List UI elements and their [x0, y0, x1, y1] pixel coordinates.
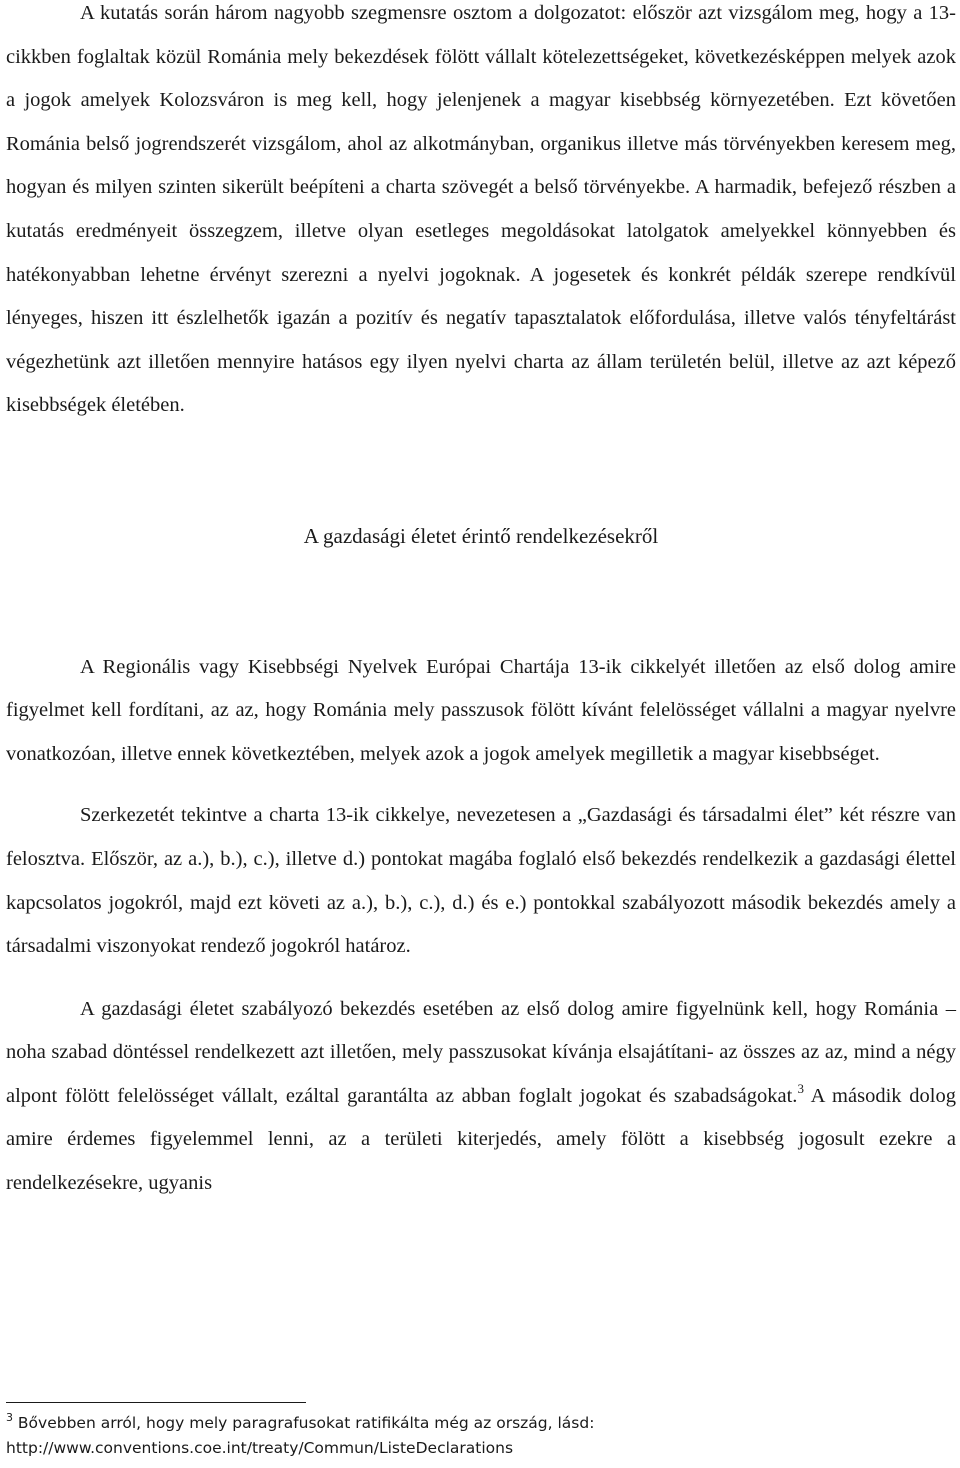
body-paragraph-structure: Szerkezetét tekintve a charta 13-ik cikkelye, nevezetesen a „Gazdasági és társadalmi élet” két részre van felosztva. Először, az a.), b.), c.), illetve d.) pontokat magába foglaló első bekezdés rendelkezik a gazdasági élettel kapcsolatos jogokról, majd ezt követi az a.), b.), c.), d.) és e.) pontokkal szabályozott második bekezdés amely a társadalmi viszonyokat rendező jogokról határoz. — [6, 804, 956, 958]
spacer — [6, 559, 956, 646]
footnote-link[interactable]: http://www.conventions.coe.int/treaty/Commun/ListeDeclarations — [6, 1439, 514, 1457]
body-paragraph-economic — [6, 988, 956, 1206]
intro-paragraph: A kutatás során három nagyobb szegmensre osztom a dolgozatot: először azt vizsgálom meg, hogy a 13-cikkben foglaltak közül Románia mely bekezdések fölött vállalt kötelezettségeket, következésképpen melyek azok a jogok amelyek Kolozsváron is meg kell, hogy jelenjenek a magyar kisebbség környezetében. Ezt követően Románia belső jogrendszerét vizsgálom, ahol az alkotmányban, organikus illetve más törvényekben keresem meg, hogyan és milyen szinten sikerült beépíteni a charta szövegét a belső törvényekbe. A harmadik, befejező részben a kutatás eredményeit összegzem, illetve olyan esetleges megoldásokat latolgatok amelyekkel könnyebben és hatékonyabban lehetne érvényt szerezni a nyelvi jogoknak. A jogesetek és konkrét példák szerepe rendkívül lényeges, hiszen itt észlelhetők igazán a pozitív és negatív tapasztalatok előfordulása, illetve valós tényfeltárást végezhetünk azt illetően mennyire hatásos egy ilyen nyelvi charta az állam területén belül, illetve az azt képező kisebbségek életében. — [6, 2, 956, 417]
document-page — [6, 0, 956, 1206]
section-heading: A gazdasági életet érintő rendelkezésekről — [303, 523, 659, 548]
spacer — [6, 776, 956, 794]
body-paragraph-charter: A Regionális vagy Kisebbségi Nyelvek Európai Chartája 13-ik cikkelyét illetően az első dolog amire figyelmet kell fordítani, az az, hogy Románia mely passzusok fölött kívánt felelösséget vállalni a magyar nyelvre vonatkozóan, illetve ennek következtében, melyek azok a jogok amelyek megilletik a magyar kisebbséget. — [6, 655, 956, 765]
paragraph-text: A második dolog amire érdemes figyelemmel lenni, az a területi kiterjedés, amely fölött a kisebbség jogosult ezekre a rendelkezésekre, ugyanis — [6, 1084, 956, 1195]
paragraph-text: A gazdasági életet szabályozó bekezdés esetében az első dolog amire figyelnünk kell, hogy Románia –noha szabad döntéssel rendelkezett azt illetően, mely passzusokat kívánja elsajátítani- az összes az az, mind a négy alpont fölött felelösséget vállalt, ezáltal garantálta az abban foglalt jogokat és szabadságokat. — [6, 997, 956, 1107]
footnote-separator — [6, 1402, 306, 1403]
footnote — [6, 1411, 946, 1461]
spacer — [6, 969, 956, 988]
footnote-number: 3 — [6, 1411, 13, 1424]
footnote-line — [6, 1411, 946, 1436]
footnote-reference[interactable]: 3 — [797, 1080, 804, 1096]
spacer — [6, 428, 956, 515]
footnote-text: Bővebben arról, hogy mely paragrafusokat ratifikálta még az ország, lásd: — [13, 1414, 595, 1432]
